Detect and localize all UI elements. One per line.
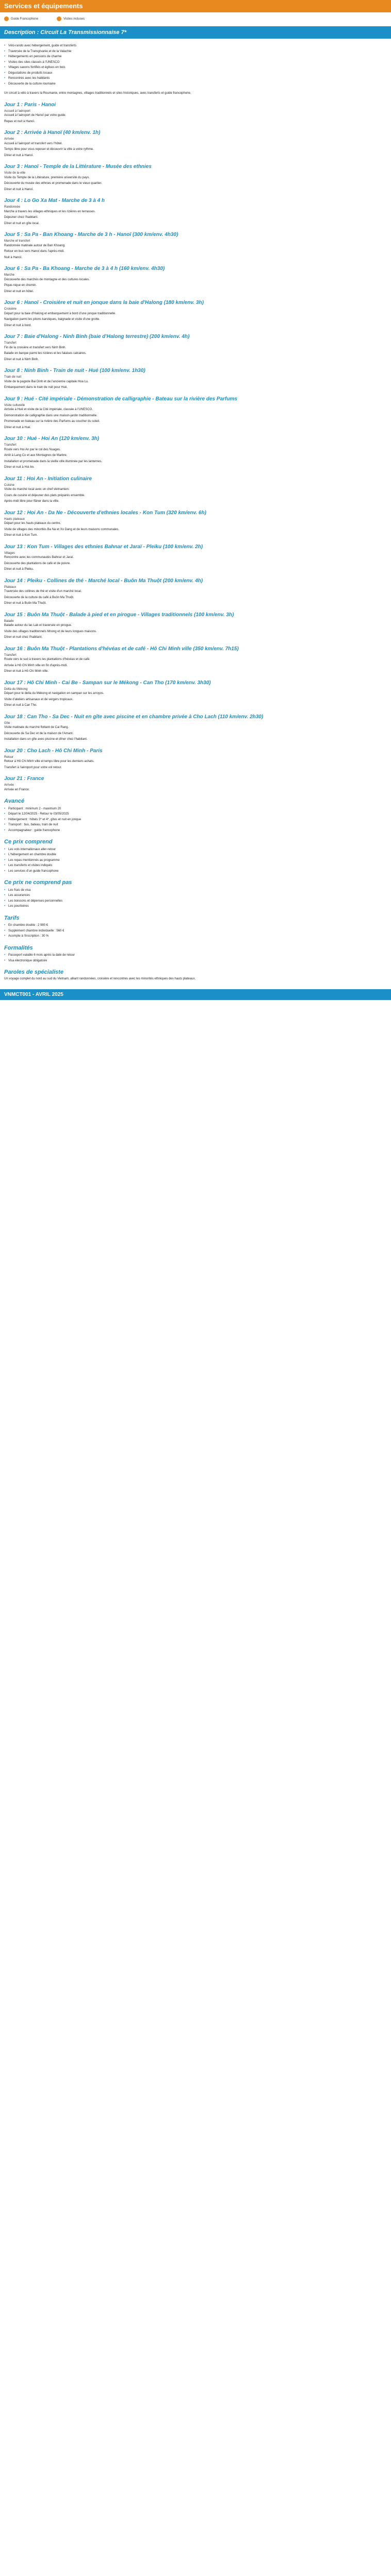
section-item: • Les repas mentionnés au programme bbox=[4, 858, 387, 863]
day-paragraph: Découverte de Sa Dec et de la maison de l'Amant. bbox=[4, 732, 74, 735]
day-paragraph: Rencontre avec les communautés Bahnar et Jaraï. bbox=[4, 556, 74, 559]
day-paragraph: Retour en bus vers Hanoï dans l'après-midi. bbox=[4, 250, 64, 253]
day-text bbox=[4, 113, 387, 124]
day-title: Jour 6 : Hanoï - Croisière et nuit en jonque dans la baie d'Halong (180 km/env. 3h) bbox=[4, 300, 204, 306]
day-paragraph: Navigation parmi les pitons karstiques, baignade et visite d'une grotte. bbox=[4, 318, 100, 321]
day-meta: Arrivée bbox=[4, 784, 14, 787]
footer-bar bbox=[0, 989, 391, 1000]
day-paragraph: Balade en barque parmi les rizières et les falaises calcaires. bbox=[4, 352, 87, 355]
section-list bbox=[4, 807, 387, 833]
highlight-item: • Villages saxons fortifiés et églises en bois bbox=[4, 65, 387, 70]
day-text bbox=[4, 657, 387, 674]
day-paragraph: Dîner et nuit chez l'habitant. bbox=[4, 636, 43, 639]
day-paragraph: Retour à Hô Chi Minh ville et temps libre pour les derniers achats. bbox=[4, 760, 94, 763]
day-text bbox=[4, 210, 387, 226]
guide-item bbox=[4, 16, 38, 21]
day-paragraph: Démonstration de calligraphie dans une maison-jardin traditionnelle. bbox=[4, 414, 97, 417]
day-paragraph: Découverte du musée des ethnies et promenade dans le vieux quartier. bbox=[4, 182, 102, 185]
day-meta: Retour bbox=[4, 755, 14, 759]
section-item: • Les frais de visa bbox=[4, 888, 387, 893]
day-paragraph: Visite du Temple de la Littérature, première université du pays. bbox=[4, 176, 90, 179]
day-paragraph: Temps libre pour vous reposer et découvrir la ville à votre rythme. bbox=[4, 148, 94, 151]
day-paragraph: Dîner et nuit à Ninh Binh. bbox=[4, 358, 39, 361]
section-title: Tarifs bbox=[4, 914, 20, 921]
day-paragraph: Nuit à Hanoï. bbox=[4, 256, 23, 259]
day-title: Jour 13 : Kon Tum - Villages des ethnies Bahnar et Jaraï - Pleiku (100 km/env. 2h) bbox=[4, 544, 203, 550]
day-meta: Accueil à l'aéroport bbox=[4, 109, 30, 113]
day-paragraph: Déjeuner chez l'habitant. bbox=[4, 216, 38, 219]
section-title: Formalités bbox=[4, 944, 33, 951]
day-meta: Arrivée bbox=[4, 138, 14, 141]
section-title: Ce prix ne comprend pas bbox=[4, 879, 72, 886]
day-title: Jour 17 : Hô Chi Minh - Cai Be - Sampan sur le Mékong - Can Tho (170 km/env. 3h30) bbox=[4, 680, 211, 686]
day-paragraph: Arrivée en France. bbox=[4, 788, 30, 791]
day-paragraph: Après-midi libre pour flâner dans la ville. bbox=[4, 500, 59, 503]
day-title: Jour 7 : Baie d'Halong - Ninh Binh (baie d'Halong terrestre) (200 km/env. 4h) bbox=[4, 334, 190, 340]
day-paragraph: Installation dans un gîte avec piscine et dîner chez l'habitant. bbox=[4, 738, 88, 741]
day-meta: Plateaux bbox=[4, 585, 17, 589]
section-title: Ce prix comprend bbox=[4, 839, 53, 845]
highlights-list bbox=[4, 44, 387, 86]
day-text bbox=[4, 312, 387, 328]
section-item: • Les vols internationaux aller-retour bbox=[4, 848, 387, 852]
day-paragraph: Traversée des collines de thé et visite d'un marché local. bbox=[4, 590, 82, 593]
day-meta: Randonnée bbox=[4, 206, 21, 209]
day-title: Jour 8 : Ninh Binh - Train de nuit - Hué (100 km/env. 1h30) bbox=[4, 368, 145, 374]
day-text bbox=[4, 521, 387, 538]
day-text bbox=[4, 380, 387, 390]
visites-icon bbox=[57, 16, 61, 21]
day-paragraph: Départ pour le delta du Mékong et navigation en sampan sur les arroyos. bbox=[4, 692, 104, 695]
day-title: Jour 14 : Pleiku - Collines de thé - Marché local - Buôn Ma Thuột (200 km/env. 4h) bbox=[4, 578, 203, 584]
itinerary bbox=[4, 102, 387, 792]
day-paragraph: Embarquement dans le train de nuit pour Hué. bbox=[4, 386, 68, 389]
day-meta: Delta du Mékong bbox=[4, 687, 28, 691]
day-paragraph: Arrivée à Hô Chi Minh ville en fin d'après-midi. bbox=[4, 664, 68, 667]
day-paragraph: Visite d'ateliers artisanaux et de vergers tropicaux. bbox=[4, 698, 73, 701]
day-paragraph: Arrivée à Hué et visite de la Cité impériale, classée à l'UNESCO. bbox=[4, 408, 93, 411]
day-paragraph: Dîner et nuit à bord. bbox=[4, 324, 32, 327]
day-meta: Hauts plateaux bbox=[4, 517, 25, 521]
section-item: • Transport : bus, bateau, train de nuit bbox=[4, 823, 387, 827]
day-meta: Marche et transfert bbox=[4, 240, 30, 243]
day-paragraph: Visite des villages traditionnels Mnong et de leurs longues maisons. bbox=[4, 630, 97, 633]
description-intro: Un circuit à vélo à travers la Roumanie, entre montagnes, villages traditionnels et sites historiques, avec transferts et guide francophone. bbox=[4, 92, 191, 95]
day-title: Jour 3 : Hanoï - Temple de la Littérature - Musée des ethnies bbox=[4, 164, 152, 170]
day-paragraph: Dîner et nuit à Kon Tum. bbox=[4, 534, 38, 537]
day-text bbox=[4, 142, 387, 158]
day-paragraph: Route vers le sud à travers les plantations d'hévéas et de café. bbox=[4, 658, 90, 661]
day-title: Jour 16 : Buôn Ma Thuột - Plantations d'hévéas et de café - Hô Chi Minh ville (350 km/env. 7h15) bbox=[4, 646, 239, 652]
day-text bbox=[4, 448, 387, 470]
day-meta: Transfert bbox=[4, 342, 17, 345]
day-text bbox=[4, 623, 387, 640]
day-title: Jour 20 : Cho Lach - Hô Chi Minh - Paris bbox=[4, 748, 103, 754]
day-paragraph: Repas et nuit à Hanoï. bbox=[4, 120, 35, 123]
day-title: Jour 18 : Can Tho - Sa Dec - Nuit en gîte avec piscine et en chambre privée à Cho Lach (110 km/env. 2h30) bbox=[4, 714, 264, 720]
day-text bbox=[4, 725, 387, 742]
day-text bbox=[4, 589, 387, 606]
day-paragraph: Promenade en bateau sur la rivière des Parfums au coucher du soleil. bbox=[4, 420, 100, 423]
highlight-item: • Vélo-rando avec hébergement, guide et transferts bbox=[4, 44, 387, 48]
section-list bbox=[4, 848, 387, 874]
day-paragraph: Pique-nique en chemin. bbox=[4, 284, 37, 287]
highlight-item: • Visites des sites classés à l'UNESCO bbox=[4, 60, 387, 65]
day-paragraph: Dîner et nuit à Hanoï. bbox=[4, 188, 34, 191]
day-meta: Cuisine bbox=[4, 483, 15, 487]
day-title: Jour 11 : Hoi An - Initiation culinaire bbox=[4, 476, 92, 482]
day-paragraph: Accueil à l'aéroport de Hanoï par votre guide. bbox=[4, 114, 67, 117]
section-title: Paroles de spécialiste bbox=[4, 969, 63, 975]
day-title: Jour 15 : Buôn Ma Thuột - Balade à pied et en pirogue - Villages traditionnels (100 km/env. 3h) bbox=[4, 612, 234, 618]
day-paragraph: Départ pour les hauts plateaux du centre. bbox=[4, 522, 61, 525]
day-text bbox=[4, 176, 387, 192]
day-text bbox=[4, 555, 387, 572]
day-paragraph: Installation et promenade dans la vieille ville illuminée par les lanternes. bbox=[4, 460, 103, 463]
highlight-item: • Rencontres avec les habitants bbox=[4, 76, 387, 81]
day-meta: Visite culturelle bbox=[4, 403, 25, 407]
day-paragraph: Fin de la croisière et transfert vers Ninh Binh. bbox=[4, 346, 67, 349]
section-list bbox=[4, 923, 387, 939]
day-paragraph: Visite matinale du marché flottant de Cai Rang. bbox=[4, 726, 69, 729]
section-item: • Visa électronique obligatoire bbox=[4, 959, 387, 963]
section-item: • Les services d'un guide francophone bbox=[4, 869, 387, 874]
section-list bbox=[4, 953, 387, 963]
day-paragraph: Dîner et nuit à Hué. bbox=[4, 426, 31, 429]
guide-label: Guide Francophone bbox=[11, 17, 39, 21]
day-paragraph: Dîner et nuit à Hô Chi Minh ville. bbox=[4, 670, 49, 673]
day-meta: Marche bbox=[4, 274, 15, 277]
day-paragraph: Arrêt à Lang Co et aux Montagnes de Marbre. bbox=[4, 454, 68, 457]
day-text bbox=[4, 788, 387, 792]
day-paragraph: Dîner et nuit en gîte local. bbox=[4, 222, 40, 225]
description-banner bbox=[0, 26, 391, 39]
info-sections bbox=[4, 799, 387, 981]
guide-icon bbox=[4, 16, 9, 21]
day-paragraph: Randonnée matinale autour de Ban Khoang. bbox=[4, 244, 66, 247]
section-list bbox=[4, 888, 387, 909]
day-title: Jour 12 : Hoi An - Da Ne - Découverte d'ethnies locales - Kon Tum (320 km/env. 6h) bbox=[4, 510, 206, 516]
day-paragraph: Balade autour du lac Lak et traversée en pirogue. bbox=[4, 624, 72, 627]
day-text bbox=[4, 278, 387, 294]
day-meta: Villages bbox=[4, 551, 15, 555]
description-title: Description : Circuit La Transmissionnaise 7* bbox=[4, 29, 126, 36]
day-paragraph: Accueil à l'aéroport et transfert vers l'hôtel. bbox=[4, 142, 63, 145]
day-title: Jour 9 : Hué - Cité impériale - Démonstration de calligraphie - Bateau sur la rivière des Parfums bbox=[4, 396, 237, 402]
day-paragraph: Découverte des plantations de café et de poivre. bbox=[4, 562, 71, 565]
day-text bbox=[4, 691, 387, 708]
section-item: • Les assurances bbox=[4, 893, 387, 898]
section-item: • Participant : minimum 2 - maximum 20 bbox=[4, 807, 387, 811]
main-content bbox=[0, 39, 391, 981]
section-item: • Hébergement : hôtels 3* et 4*, gîtes et nuit en jonque bbox=[4, 818, 387, 822]
day-paragraph: Cours de cuisine et déjeuner des plats préparés ensemble. bbox=[4, 494, 85, 497]
highlight-item: • Découverte de la culture roumaine bbox=[4, 82, 387, 87]
day-text bbox=[4, 244, 387, 260]
day-meta: Transfert bbox=[4, 653, 17, 657]
header-title: Services et équipements bbox=[4, 2, 83, 10]
section-item: • En chambre double : 2 980 € bbox=[4, 923, 387, 928]
day-paragraph: Visite du marché local avec un chef vietnamien. bbox=[4, 488, 70, 491]
day-paragraph: Départ pour la baie d'Halong et embarquement à bord d'une jonque traditionnelle. bbox=[4, 312, 116, 315]
day-text bbox=[4, 346, 387, 362]
footer-code: VNMCT001 - AVRIL 2025 bbox=[4, 992, 63, 997]
visites-label: Visites incluses bbox=[63, 17, 85, 21]
highlight-item: • Hébergements en pensions de charme bbox=[4, 55, 387, 59]
day-paragraph: Découverte des marchés de montagne et des cultures locales. bbox=[4, 278, 90, 281]
day-paragraph: Dîner et nuit à Buôn Ma Thuột. bbox=[4, 602, 46, 605]
day-meta: Gîte bbox=[4, 721, 10, 725]
section-item: • Départ le 12/04/2025 - Retour le 03/05/2025 bbox=[4, 812, 387, 817]
day-paragraph: Dîner et nuit à Can Tho. bbox=[4, 704, 37, 707]
day-meta: Croisière bbox=[4, 308, 17, 311]
day-meta: Balade bbox=[4, 619, 14, 623]
day-paragraph: Transfert à l'aéroport pour votre vol retour. bbox=[4, 766, 62, 769]
section-item: • Accompagnateur : guide francophone bbox=[4, 828, 387, 833]
day-text bbox=[4, 487, 387, 504]
day-paragraph: Route vers Hoi An par le col des Nuages. bbox=[4, 448, 61, 451]
day-meta: Transfert bbox=[4, 444, 17, 447]
highlight-item: • Traversée de la Transylvanie et de la Valachie bbox=[4, 49, 387, 54]
icon-row bbox=[0, 12, 391, 24]
section-item: • Les pourboires bbox=[4, 904, 387, 909]
day-title: Jour 1 : Paris - Hanoi bbox=[4, 101, 56, 108]
section-item: • Supplément chambre individuelle : 560 € bbox=[4, 929, 387, 934]
day-paragraph: Marche à travers les villages ethniques et les rizières en terrasses. bbox=[4, 210, 96, 213]
section-item: • L'hébergement en chambre double bbox=[4, 853, 387, 857]
day-text bbox=[4, 759, 387, 770]
day-text bbox=[4, 408, 387, 430]
section-item: • Acompte à l'inscription : 30 % bbox=[4, 934, 387, 939]
day-title: Jour 5 : Sa Pa - Ban Khoang - Marche de 3 h - Hanoï (300 km/env. 4h30) bbox=[4, 232, 178, 238]
day-paragraph: Découverte de la culture du café à Buôn Ma Thuột. bbox=[4, 596, 74, 599]
section-title: Avancé bbox=[4, 798, 25, 804]
day-paragraph: Dîner et nuit en hôtel. bbox=[4, 290, 34, 293]
day-paragraph: Dîner et nuit à Hoi An. bbox=[4, 466, 35, 469]
section-item: • Passeport valable 6 mois après la date de retour bbox=[4, 953, 387, 958]
section-item: • Les boissons et dépenses personnelles bbox=[4, 899, 387, 904]
day-paragraph: Dîner et nuit à Pleiku. bbox=[4, 568, 34, 571]
section-item: • Les transferts et visites indiqués bbox=[4, 863, 387, 868]
highlight-item: • Dégustations de produits locaux bbox=[4, 71, 387, 76]
visites-item bbox=[57, 16, 85, 21]
day-paragraph: Visite de la pagode Bai Dinh et de l'ancienne capitale Hoa Lu. bbox=[4, 380, 89, 383]
day-title: Jour 6 : Sa Pa - Ba Khoang - Marche de 3 à 4 h (160 km/env. 4h30) bbox=[4, 266, 165, 272]
day-paragraph: Dîner et nuit à Hanoï. bbox=[4, 154, 34, 157]
day-title: Jour 21 : France bbox=[4, 776, 44, 782]
day-title: Jour 10 : Hué - Hoi An (120 km/env. 3h) bbox=[4, 436, 100, 442]
section-text: Un voyage complet du nord au sud du Vietnam, alliant randonnées, croisière et rencontres avec les minorités ethniques des hauts plateaux. bbox=[4, 977, 196, 980]
day-paragraph: Visite de villages des minorités Ba Na et Xo Dang et de leurs maisons communales. bbox=[4, 528, 119, 531]
day-meta: Train de nuit bbox=[4, 376, 22, 379]
header-bar bbox=[0, 0, 391, 12]
day-title: Jour 4 : Lo Go Xa Mat - Marche de 3 à 4 h bbox=[4, 198, 105, 204]
day-meta: Visite de la ville bbox=[4, 172, 26, 175]
day-title: Jour 2 : Arrivée à Hanoï (40 km/env. 1h) bbox=[4, 130, 101, 135]
